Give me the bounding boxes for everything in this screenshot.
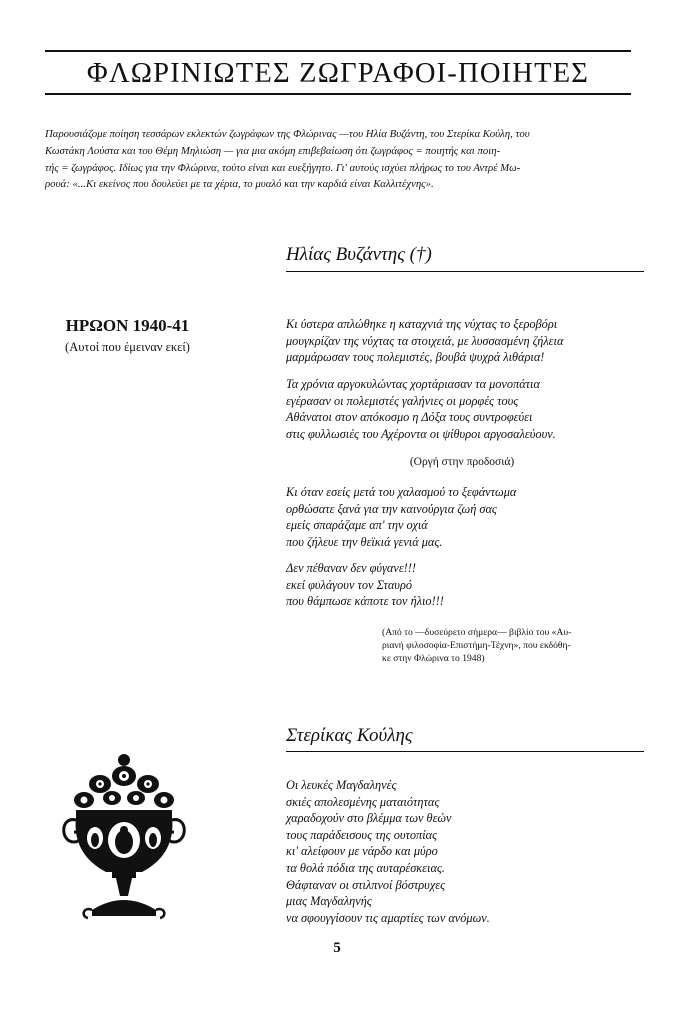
poem-stanza <box>286 316 563 366</box>
poem-stanza <box>286 560 444 610</box>
poem-line: εμείς σπαράζαμε απ' την οχιά <box>286 518 428 533</box>
urn-illustration <box>58 750 190 927</box>
intro-line: τής = ζωγράφος. Ιδίως για την Φλώρινα, τούτο είναι και ευεξήγητο. Γι' αυτούς ισχύει πλήρως το του Αντρέ Μω- <box>45 161 521 174</box>
poem-line: Κι ύστερα απλώθηκε η καταχνιά της νύχτας το ξεροβόρι <box>286 317 558 331</box>
intro-line: Παρουσιάζομε ποίηση τεσσάρων εκλεκτών ζωγράφων της Φλώρινας —του Ηλία Βυζάντη, του Στερίκα Κούλη, του <box>45 128 530 140</box>
poem-line: να σφουγγίσουν τις αμαρτίες των ανόμων. <box>286 910 490 925</box>
poem-line: εκεί φυλάγουν τον Σταυρό <box>286 577 413 592</box>
poem-line: Κι όταν εσείς μετά του χαλασμού το ξεφάντωμα <box>286 485 517 499</box>
title-top-rule <box>45 50 631 52</box>
poem-line: μιας Μαγδαληνής <box>286 894 372 909</box>
poem-line: μουγκρίζαν της νύχτας τα στοιχειά, με λυσσασμένη ζήλεια <box>286 333 564 348</box>
source-note <box>382 626 571 665</box>
poem-subtitle: (Αυτοί που έμειναν εκεί) <box>65 340 190 354</box>
intro-line: ρουά: «...Κι εκείνος που δουλεύει με τα χέρια, το μυαλό και την καρδιά είναι Καλλιτέχνης». <box>45 178 434 191</box>
poem-line: ορθώσατε ξανά για την καινούργια ζωή σας <box>286 501 497 516</box>
poem-line: χαραδοχούν στο βλέμμα των θεών <box>286 811 452 826</box>
intro-line: Κωστάκη Λούστα και του Θέμη Μηλιώση — για μια ακόμη επιβεβαίωση ότι ζωγράφος = ποιητής και ποιη- <box>45 144 501 157</box>
poem-line: Δεν πέθαναν δεν φύγανε!!! <box>286 561 416 575</box>
source-line: κε στην Φλώρινα το 1948) <box>382 653 485 664</box>
poem-line: Τα χρόνια αργοκυλώντας χορτάριασαν τα μονοπάτια <box>286 377 540 391</box>
poem-line: μαρμάρωσαν τους πολεμιστές, βουβά ψυχρά λιθάρια! <box>286 350 545 365</box>
poem-line: σκιές απολεσμένης ματαιότητας <box>286 794 440 809</box>
page-number: 5 <box>333 940 341 956</box>
source-line: (Από το —δυσεύρετο σήμερα— βιβλίο του «Αυ- <box>382 627 572 638</box>
poem-line: Αθάνατοι στον απόκοσμο η Δόξα τους συντροφεύει <box>286 410 533 425</box>
poem-line: Οι λευκές Μαγδαληνές <box>286 778 397 792</box>
source-line: ριανή φιλοσοφία-Επιστήμη-Τέχνη», που εκδόθη- <box>382 640 571 651</box>
poem-line: τα θολά πόδια της αυταρέσκειας. <box>286 860 445 875</box>
poem-stanza-koulis <box>286 777 490 926</box>
poem-line: που ζήλευε την θεϊκιά γενιά μας. <box>286 534 443 549</box>
poem-line: κι' αλείφουν με νάρδο και μύρο <box>286 844 438 859</box>
poem-stanza <box>286 376 556 442</box>
page-title: ΦΛΩΡΙΝΙΩΤΕΣ ΖΩΓΡΑΦΟΙ-ΠΟΙΗΤΕΣ <box>86 58 590 89</box>
poem-title: ΗΡΩΟΝ 1940-41 <box>65 316 190 335</box>
poem-line: εγέρασαν οι πολεμιστές γαλήνιες οι μορφές τους <box>286 393 519 408</box>
flower-urn-icon <box>58 750 190 922</box>
poem-line: στις φυλλωσιές του Αχέροντα οι ψίθυροι αργοσαλεύουν. <box>286 426 556 441</box>
poet-name-vyzantis: Ηλίας Βυζάντης (†) <box>286 244 432 265</box>
title-bottom-rule <box>45 93 631 95</box>
poet-underline <box>286 271 644 272</box>
poet-name-koulis: Στερίκας Κούλης <box>286 725 413 746</box>
poem-line: Θάφταναν οι στιλπνοί βόστρυχες <box>286 877 446 892</box>
intro-paragraph <box>45 126 633 193</box>
poet-underline <box>286 751 644 752</box>
poem-line: τους παράδεισους της ουτοπίας <box>286 827 438 842</box>
poem-stanza <box>286 484 516 550</box>
poem-line: που θάμπωσε κάποτε τον ήλιο!!! <box>286 594 444 609</box>
poem-interlude: (Οργή στην προδοσιά) <box>409 456 515 468</box>
